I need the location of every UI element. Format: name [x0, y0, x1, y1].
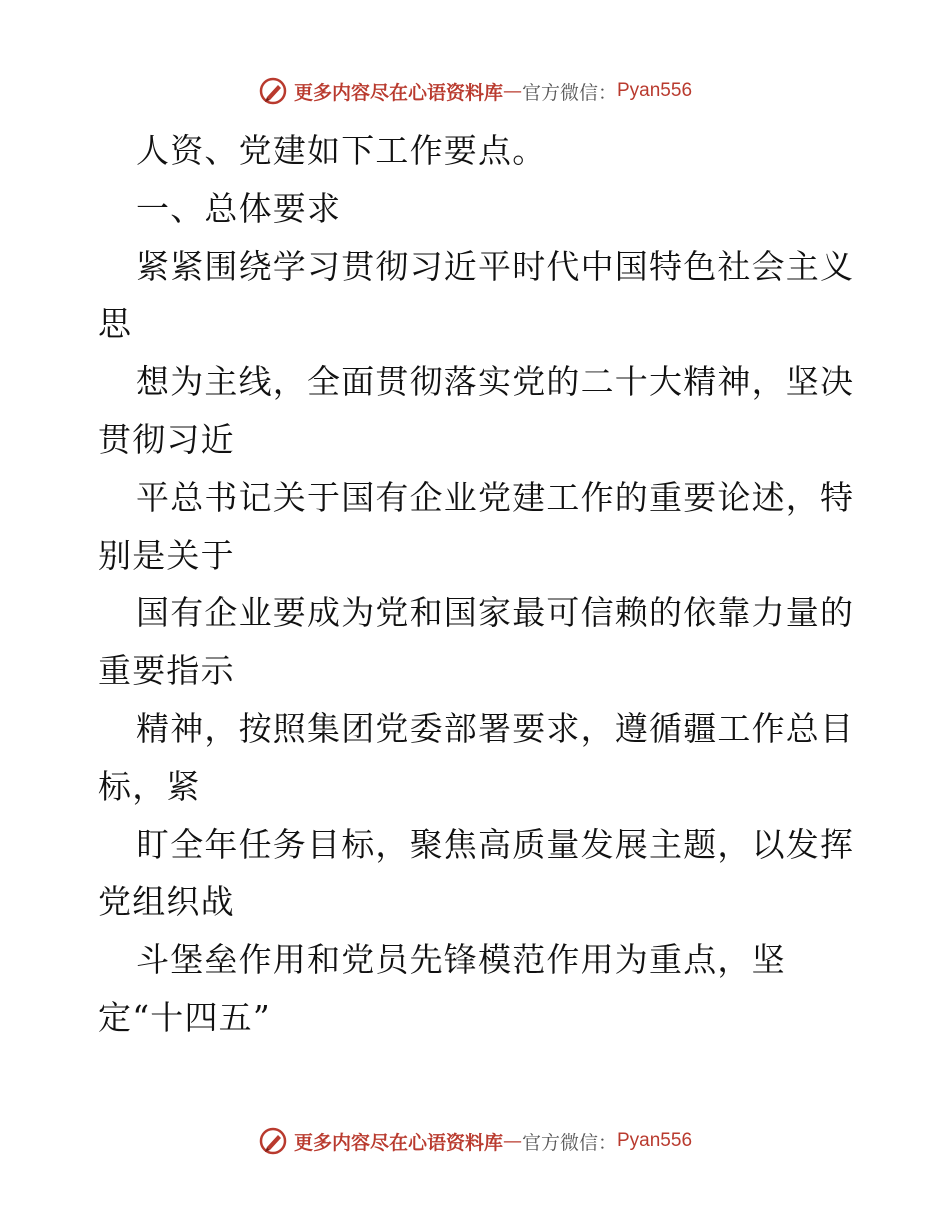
text-line: 别是关于 [98, 535, 235, 575]
header-watermark [0, 71, 950, 111]
watermark-official-label: 官方微信： [521, 81, 617, 104]
text-line: 精神，按照集团党委部署要求，遵循疆工作总目 [136, 708, 855, 748]
text-line: 标，紧 [98, 766, 201, 806]
pen-logo-icon [258, 1126, 288, 1156]
text-line: 人资、党建如下工作要点。 [136, 131, 547, 170]
text-line: 想为主线，全面贯彻落实党的二十大精神，坚决 [136, 362, 855, 402]
watermark-brand: 更多内容尽在心语资料库 [293, 1131, 503, 1154]
watermark-wechat-id: Pyan556 [617, 1130, 693, 1151]
footer-watermark [0, 1121, 950, 1161]
watermark-brand: 更多内容尽在心语资料库 [293, 81, 503, 104]
watermark-dash: — [502, 80, 522, 102]
watermark-dash: — [502, 1130, 522, 1152]
text-line: 贯彻习近 [98, 419, 235, 459]
watermark-official-label: 官方微信： [521, 1131, 617, 1154]
pen-logo-icon [258, 76, 288, 106]
text-line: 国有企业要成为党和国家最可信赖的依靠力量的 [136, 593, 855, 633]
watermark-wechat-id: Pyan556 [617, 80, 693, 101]
text-line: 重要指示 [98, 651, 235, 691]
text-line: 党组织战 [98, 882, 235, 922]
text-line: 定“十四五” [98, 997, 271, 1037]
text-line: 盯全年任务目标，聚焦高质量发展主题，以发挥 [136, 824, 855, 864]
section-heading: 一、总体要求 [136, 188, 342, 228]
text-line: 平总书记关于国有企业党建工作的重要论述，特 [136, 477, 855, 517]
text-line: 紧紧围绕学习贯彻习近平时代中国特色社会主义 [136, 246, 855, 286]
text-line: 思 [98, 304, 133, 344]
document-body [98, 122, 858, 1047]
text-line: 斗堡垒作用和党员先锋模范作用为重点，坚 [136, 940, 786, 980]
